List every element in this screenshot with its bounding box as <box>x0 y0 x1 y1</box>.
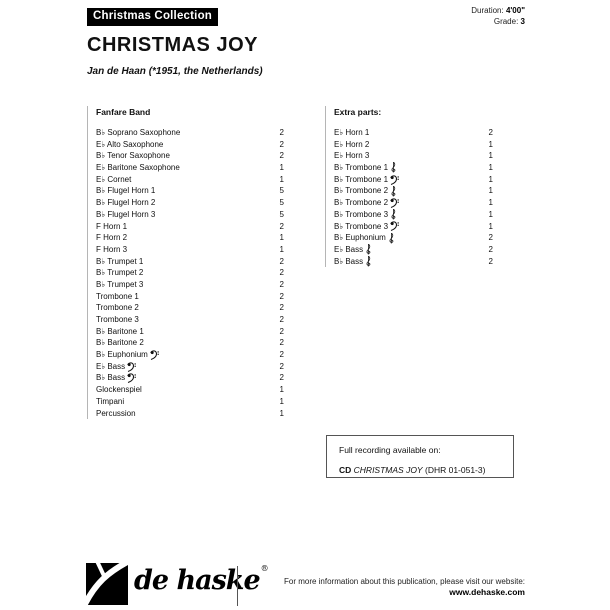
instrument-quantity: 2 <box>279 373 284 383</box>
instrument-name: E♭ Alto Saxophone <box>96 139 164 149</box>
instrument-quantity: 2 <box>488 128 493 137</box>
website-url: www.dehaske.com <box>449 587 525 597</box>
instrument-quantity: 2 <box>279 268 284 278</box>
instrument-name: B♭ Trombone 3 <box>334 209 389 219</box>
instrument-row <box>96 197 284 209</box>
instrument-quantity: 1 <box>279 163 284 173</box>
duration-value: 4'00" <box>505 6 525 15</box>
instrument-quantity: 2 <box>279 139 284 149</box>
instrument-row <box>96 174 284 186</box>
instrument-quantity: 1 <box>488 198 493 208</box>
instrument-row <box>96 267 284 279</box>
composer-line: Jan de Haan (*1951, the Netherlands) <box>87 66 263 77</box>
instrument-label <box>96 279 143 291</box>
instrument-name: Trombone 3 <box>96 315 139 324</box>
instrument-row <box>96 209 284 221</box>
instrument-quantity: 2 <box>279 151 284 161</box>
instrument-row <box>96 384 284 396</box>
duration-label: Duration: <box>471 6 504 15</box>
instrument-name: Glockenspiel <box>96 385 142 395</box>
instrument-label <box>334 256 372 268</box>
instrument-name: Timpani <box>96 396 125 406</box>
instrument-quantity: 5 <box>279 186 284 196</box>
instrument-quantity: 1 <box>488 151 493 161</box>
instrument-name: B♭ Trumpet 3 <box>96 279 144 289</box>
instrument-quantity: 2 <box>279 279 284 289</box>
instrument-label <box>96 267 143 279</box>
cd-line <box>339 465 513 475</box>
cd-title: CHRISTMAS JOY <box>353 465 423 475</box>
instrument-label <box>96 256 143 268</box>
publisher-name: de haske <box>134 565 260 596</box>
instrument-label <box>96 174 131 186</box>
bass-clef-icon <box>127 373 136 383</box>
instrument-name: B♭ Bass <box>96 373 126 383</box>
instrument-label <box>334 209 397 221</box>
duration-grade-block <box>471 6 525 27</box>
instrument-quantity: 2 <box>279 315 284 324</box>
instrument-name: Trombone 2 <box>96 303 139 313</box>
instrument-quantity: 1 <box>488 209 493 219</box>
treble-clef-icon <box>388 233 395 243</box>
instrument-name: Percussion <box>96 408 136 418</box>
instrument-label <box>96 197 155 209</box>
treble-clef-icon <box>390 163 397 173</box>
instrument-quantity: 1 <box>279 244 284 254</box>
instrument-name: E♭ Horn 2 <box>334 139 370 149</box>
instrument-row <box>334 209 493 221</box>
instrument-name: Trombone 1 <box>96 291 139 301</box>
instrument-row <box>96 326 284 338</box>
instrument-row <box>96 127 284 139</box>
grade-line <box>471 17 525 28</box>
instrument-quantity: 2 <box>279 361 284 371</box>
instrument-name: B♭ Soprano Saxophone <box>96 128 181 137</box>
treble-clef-icon <box>365 245 372 255</box>
instrument-name: B♭ Bass <box>334 256 364 266</box>
instrument-quantity: 1 <box>279 174 284 184</box>
instrument-row <box>334 256 493 268</box>
instrument-row <box>96 314 284 326</box>
instrument-row <box>96 408 284 420</box>
extra-parts-header: Extra parts: <box>334 107 382 117</box>
bass-clef-icon <box>390 198 399 208</box>
cd-number: (DHR 01-051-3) <box>424 465 486 475</box>
instrument-row <box>334 185 493 197</box>
collection-badge: Christmas Collection <box>87 8 218 26</box>
instrument-label <box>96 302 139 314</box>
instrument-row <box>96 302 284 314</box>
instrument-row <box>96 185 284 197</box>
instrument-label <box>96 127 180 139</box>
treble-clef-icon <box>390 186 397 196</box>
instrument-row <box>96 361 284 373</box>
instrument-label <box>334 162 397 174</box>
instrument-row <box>96 279 284 291</box>
recording-info-box <box>326 435 514 478</box>
instrument-quantity: 1 <box>488 221 493 231</box>
instrument-row <box>96 139 284 151</box>
instrument-quantity: 2 <box>488 256 493 266</box>
instrument-quantity: 2 <box>279 338 284 348</box>
instrument-name: B♭ Trumpet 2 <box>96 268 144 278</box>
instrument-row <box>96 396 284 408</box>
instrument-quantity: 2 <box>279 291 284 301</box>
instrument-label <box>334 221 399 233</box>
instrument-quantity: 1 <box>279 385 284 395</box>
publisher-wordmark <box>134 564 268 596</box>
grade-label: Grade: <box>493 16 519 26</box>
bass-clef-icon <box>127 362 136 372</box>
instrument-name: E♭ Horn 1 <box>334 128 370 137</box>
instrument-quantity: 2 <box>279 350 284 360</box>
instrument-row <box>96 349 284 361</box>
instrument-quantity: 1 <box>279 233 284 243</box>
instrument-row <box>334 150 493 162</box>
instrument-label <box>96 232 127 244</box>
treble-clef-icon <box>390 210 397 220</box>
instrument-quantity: 5 <box>279 209 284 219</box>
instrument-label <box>96 209 155 221</box>
instrument-label <box>96 139 163 151</box>
instrument-quantity: 1 <box>488 139 493 149</box>
footer-divider <box>237 566 238 606</box>
instrument-label <box>96 244 127 256</box>
instrument-row <box>96 162 284 174</box>
instrument-quantity: 1 <box>279 396 284 406</box>
instrument-label <box>96 150 170 162</box>
instrument-label <box>96 337 144 349</box>
instrument-label <box>96 221 127 233</box>
instrument-name: E♭ Cornet <box>96 174 132 184</box>
instrument-row <box>96 232 284 244</box>
instrument-quantity: 2 <box>279 326 284 336</box>
instrument-name: E♭ Bass <box>334 244 364 254</box>
instrument-row <box>96 291 284 303</box>
instrument-name: B♭ Trombone 2 <box>334 198 389 208</box>
instrument-name: E♭ Horn 3 <box>334 151 370 161</box>
instrument-name: B♭ Baritone 2 <box>96 338 144 348</box>
instrument-quantity: 2 <box>488 233 493 243</box>
fanfare-band-header: Fanfare Band <box>96 107 151 117</box>
instrument-label <box>96 185 155 197</box>
de-haske-logo-icon <box>86 563 128 605</box>
instrument-row <box>96 221 284 233</box>
duration-line <box>471 6 525 17</box>
instrument-name: B♭ Trombone 1 <box>334 174 389 184</box>
footer-info-line: For more information about this publication, please visit our website: <box>283 577 525 586</box>
instrument-name: B♭ Flugel Horn 3 <box>96 209 156 219</box>
instrument-quantity: 1 <box>488 163 493 173</box>
treble-clef-icon <box>365 256 372 266</box>
instrument-row <box>96 337 284 349</box>
instrument-row <box>96 372 284 384</box>
instrument-quantity: 2 <box>488 244 493 254</box>
recording-line: Full recording available on: <box>339 445 441 455</box>
instrument-name: B♭ Euphonium <box>334 233 386 243</box>
instrument-label <box>96 291 139 303</box>
instrument-quantity: 2 <box>279 221 284 231</box>
instrument-quantity: 5 <box>279 198 284 208</box>
instrument-name: B♭ Euphonium <box>96 350 148 360</box>
instrument-label <box>334 244 372 256</box>
instrument-label <box>96 349 159 361</box>
instrument-label <box>96 162 180 174</box>
instrument-label <box>96 384 142 396</box>
instrument-quantity: 1 <box>488 174 493 184</box>
instrument-quantity: 1 <box>488 186 493 196</box>
instrument-name: E♭ Baritone Saxophone <box>96 163 180 173</box>
instrument-name: F Horn 2 <box>96 233 128 243</box>
instrument-quantity: 2 <box>279 256 284 266</box>
instrument-row <box>334 162 493 174</box>
instrument-label <box>96 314 139 326</box>
extra-parts-column <box>325 106 493 267</box>
instrument-label <box>334 150 369 162</box>
instrument-label <box>96 372 136 384</box>
bass-clef-icon <box>390 221 399 231</box>
instrument-name: B♭ Flugel Horn 1 <box>96 186 156 196</box>
instrument-quantity: 2 <box>279 128 284 137</box>
instrument-label <box>334 127 369 139</box>
instrument-label <box>334 139 369 151</box>
bass-clef-icon <box>390 175 399 185</box>
instrument-label <box>96 408 136 420</box>
fanfare-band-column <box>87 106 284 419</box>
instrument-name: E♭ Bass <box>96 361 126 371</box>
cd-label: CD <box>339 465 352 475</box>
instrument-name: B♭ Trombone 2 <box>334 186 389 196</box>
instrument-label <box>96 361 136 373</box>
instrument-label <box>334 174 399 186</box>
instrument-label <box>96 396 124 408</box>
instrument-name: B♭ Baritone 1 <box>96 326 144 336</box>
registered-mark: ® <box>260 564 268 573</box>
footer-info-block <box>284 576 525 598</box>
instrument-row <box>96 244 284 256</box>
instrument-row <box>334 221 493 233</box>
instrument-quantity: 2 <box>279 303 284 313</box>
bass-clef-icon <box>150 350 159 360</box>
instrument-name: B♭ Flugel Horn 2 <box>96 198 156 208</box>
instrument-row <box>334 197 493 209</box>
instrument-quantity: 1 <box>279 408 284 418</box>
instrument-name: B♭ Trombone 1 <box>334 163 389 173</box>
instrument-row <box>334 174 493 186</box>
instrument-label <box>334 197 399 209</box>
instrument-label <box>334 185 397 197</box>
instrument-row <box>334 139 493 151</box>
page-title: CHRISTMAS JOY <box>87 34 258 56</box>
instrument-row <box>96 256 284 268</box>
instrument-row <box>96 150 284 162</box>
instrument-label <box>96 326 144 338</box>
instrument-name: F Horn 1 <box>96 221 128 231</box>
instrument-name: F Horn 3 <box>96 244 128 254</box>
instrument-row <box>334 232 493 244</box>
instrument-name: B♭ Trumpet 1 <box>96 256 144 266</box>
instrument-name: B♭ Trombone 3 <box>334 221 389 231</box>
instrument-row <box>334 127 493 139</box>
instrument-name: B♭ Tenor Saxophone <box>96 151 170 161</box>
instrument-row <box>334 244 493 256</box>
grade-value: 3 <box>520 16 525 26</box>
instrument-label <box>334 232 395 244</box>
